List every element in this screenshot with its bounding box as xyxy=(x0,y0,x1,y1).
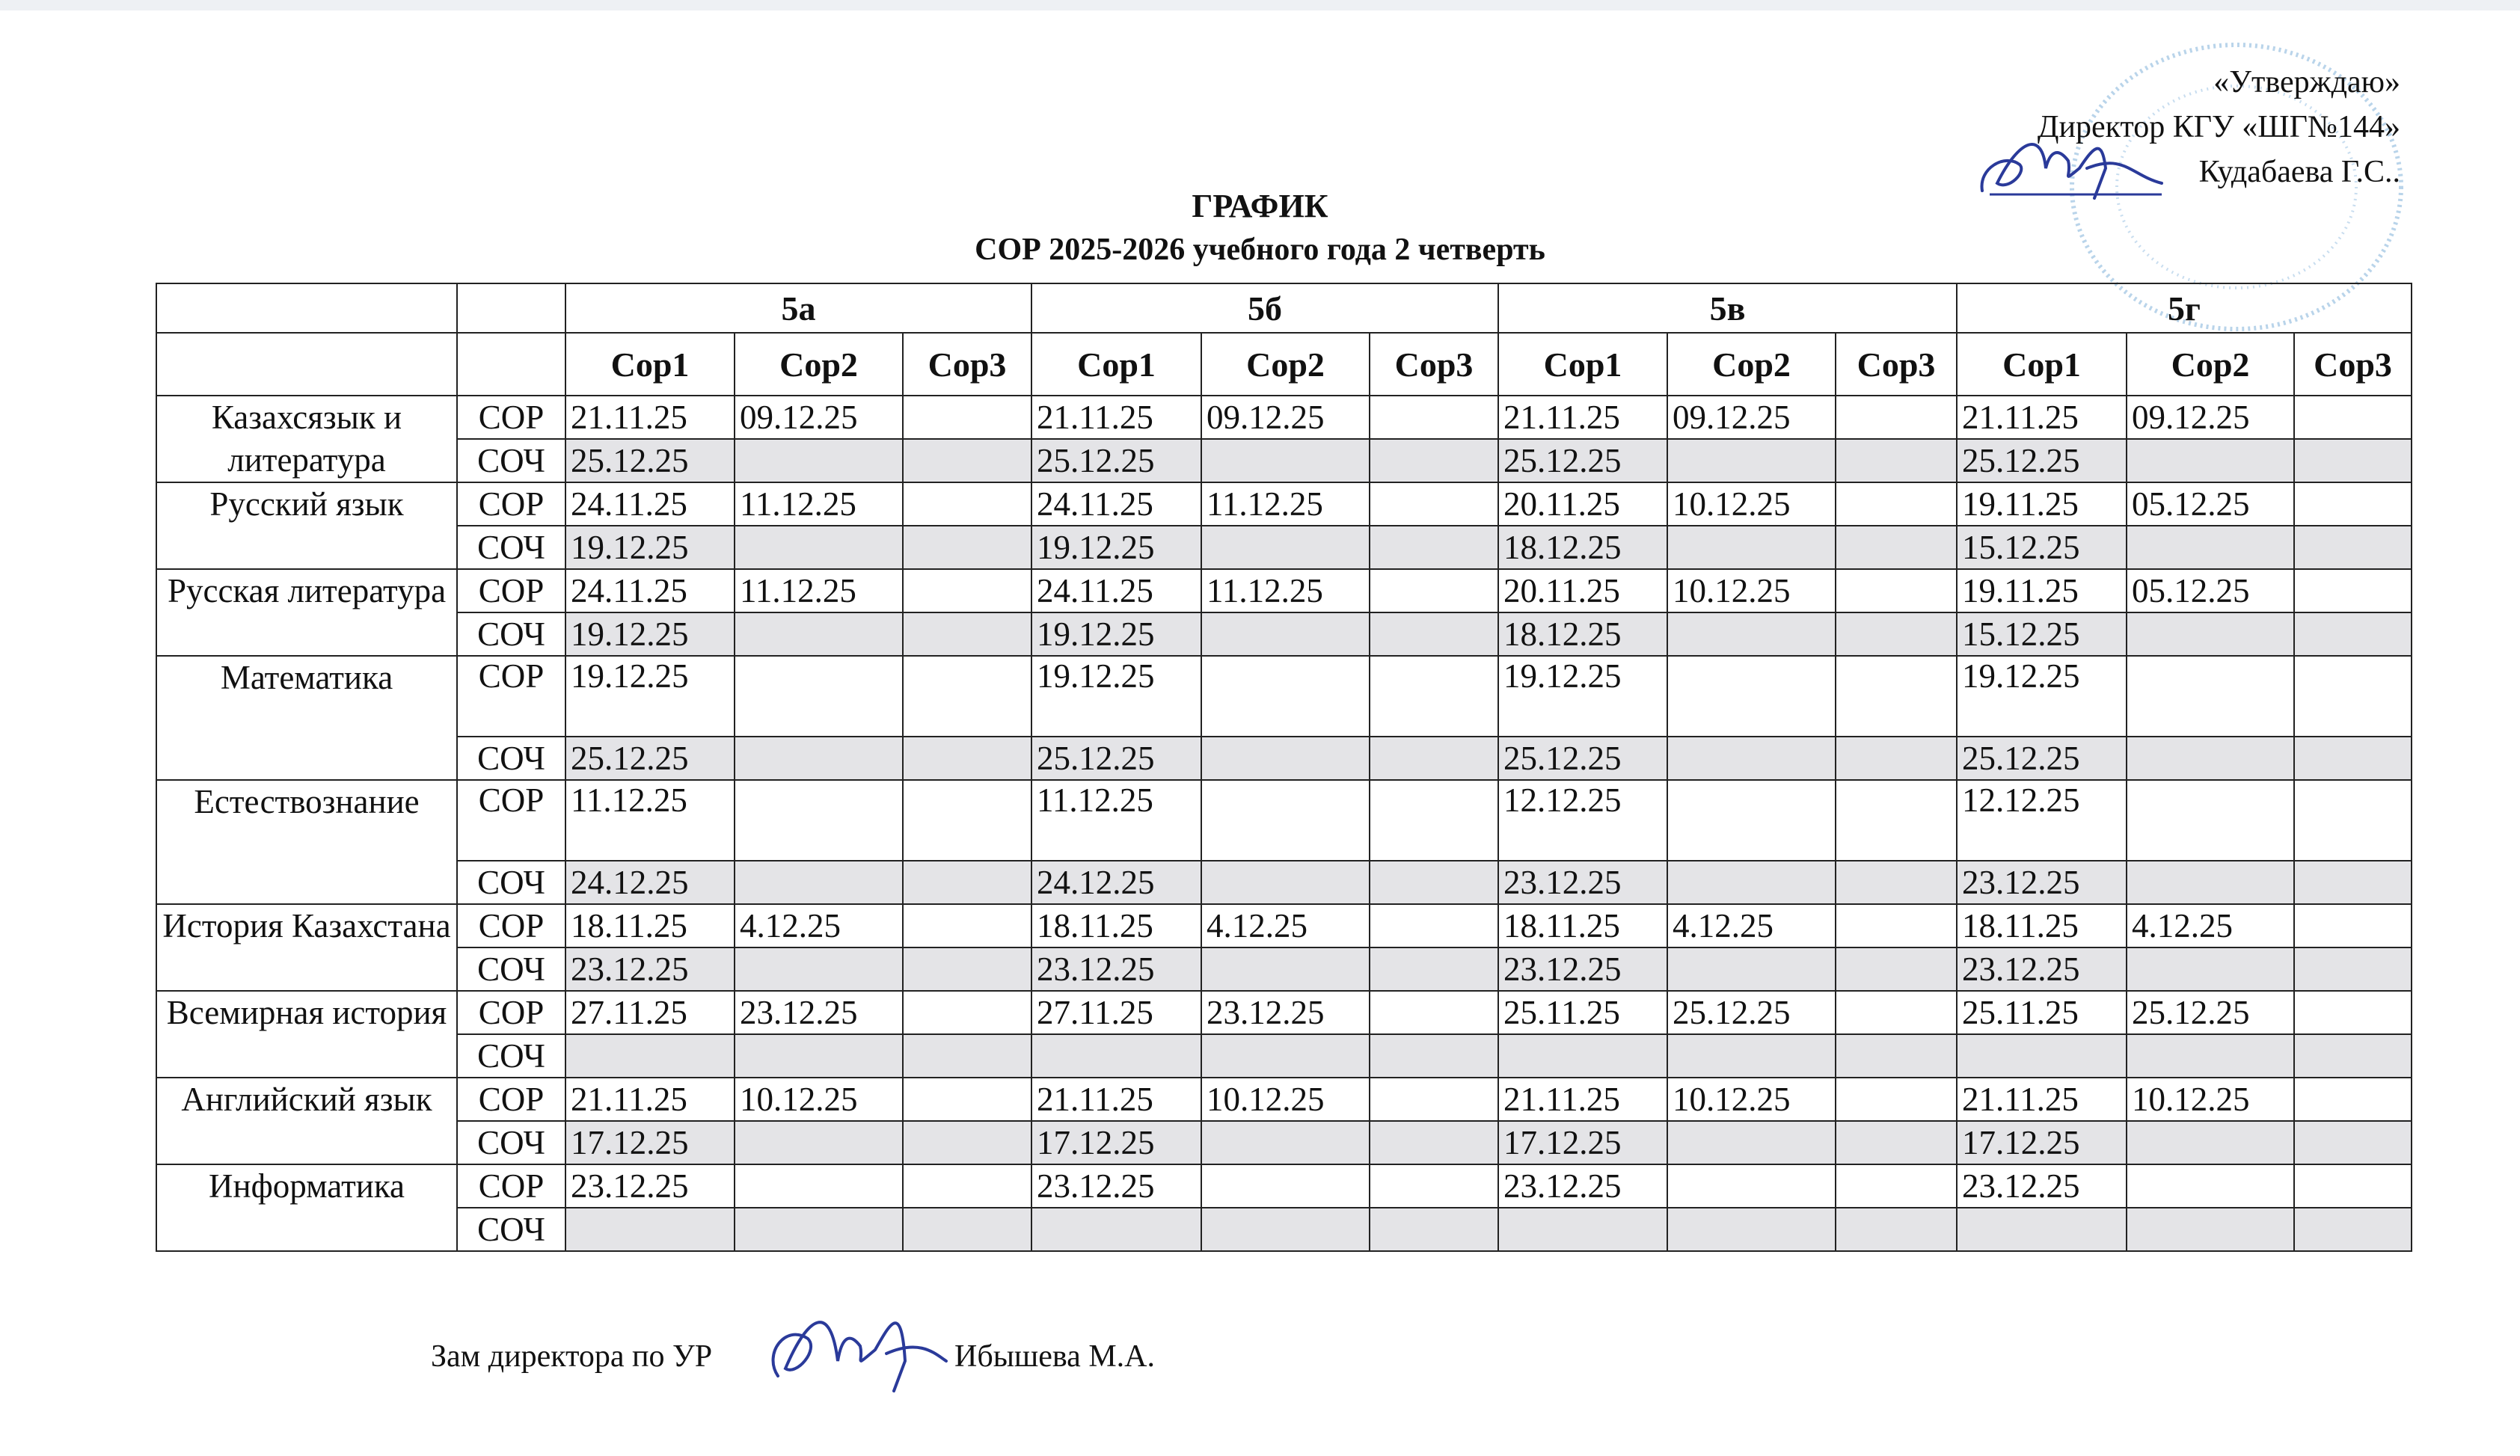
approval-director-name: Кудабаева Г.С.. xyxy=(2198,155,2400,189)
date-cell: 11.12.25 xyxy=(1031,780,1201,861)
date-cell xyxy=(903,904,1031,947)
column-header: Сор1 xyxy=(1957,333,2127,396)
date-cell xyxy=(1370,656,1498,737)
date-cell xyxy=(1370,526,1498,569)
header-row-classes xyxy=(156,283,2412,333)
date-cell: 19.11.25 xyxy=(1957,482,2127,526)
date-cell xyxy=(1836,780,1957,861)
date-cell: 19.11.25 xyxy=(1957,569,2127,612)
date-cell: 4.12.25 xyxy=(1201,904,1370,947)
date-cell: 10.12.25 xyxy=(1201,1078,1370,1121)
date-cell xyxy=(1370,991,1498,1034)
date-cell: 24.11.25 xyxy=(565,569,735,612)
date-cell: 25.12.25 xyxy=(1498,439,1667,482)
date-cell: 15.12.25 xyxy=(1957,612,2127,656)
date-cell xyxy=(2127,861,2294,904)
date-cell xyxy=(565,1034,735,1078)
date-cell xyxy=(2127,439,2294,482)
date-cell: 23.12.25 xyxy=(1031,947,1201,991)
date-cell xyxy=(903,1034,1031,1078)
date-cell xyxy=(1836,1121,1957,1164)
date-cell xyxy=(2127,1034,2294,1078)
date-cell xyxy=(2127,656,2294,737)
date-cell: 25.12.25 xyxy=(1498,737,1667,780)
date-cell xyxy=(1667,1121,1836,1164)
assessment-type-soch: СОЧ xyxy=(457,439,565,482)
date-cell xyxy=(1201,1121,1370,1164)
date-cell xyxy=(2127,737,2294,780)
date-cell: 4.12.25 xyxy=(2127,904,2294,947)
date-cell: 23.12.25 xyxy=(565,947,735,991)
date-cell: 21.11.25 xyxy=(1957,396,2127,439)
column-header: Сор1 xyxy=(565,333,735,396)
date-cell: 12.12.25 xyxy=(1957,780,2127,861)
date-cell xyxy=(1667,612,1836,656)
date-cell: 17.12.25 xyxy=(1957,1121,2127,1164)
date-cell xyxy=(2127,526,2294,569)
date-cell: 25.11.25 xyxy=(1957,991,2127,1034)
date-cell xyxy=(735,1208,903,1251)
date-cell: 27.11.25 xyxy=(1031,991,1201,1034)
footer-role: Зам директора по УР xyxy=(431,1339,713,1374)
date-cell xyxy=(735,439,903,482)
table-row-sor xyxy=(156,482,2412,526)
date-cell: 18.11.25 xyxy=(565,904,735,947)
date-cell: 21.11.25 xyxy=(1031,396,1201,439)
subject-name: Естествознание xyxy=(156,780,457,904)
date-cell: 25.12.25 xyxy=(1667,991,1836,1034)
date-cell: 23.12.25 xyxy=(1498,1164,1667,1208)
date-cell: 4.12.25 xyxy=(1667,904,1836,947)
date-cell xyxy=(1957,1208,2127,1251)
date-cell xyxy=(1370,1034,1498,1078)
date-cell xyxy=(903,1078,1031,1121)
date-cell: 23.12.25 xyxy=(1957,1164,2127,1208)
date-cell xyxy=(1201,737,1370,780)
date-cell: 21.11.25 xyxy=(1957,1078,2127,1121)
date-cell: 18.12.25 xyxy=(1498,526,1667,569)
date-cell: 25.12.25 xyxy=(1957,439,2127,482)
date-cell xyxy=(1836,439,1957,482)
table-row-soch xyxy=(156,1034,2412,1078)
date-cell: 23.12.25 xyxy=(1498,947,1667,991)
date-cell xyxy=(903,396,1031,439)
table-row-soch xyxy=(156,737,2412,780)
date-cell: 21.11.25 xyxy=(1031,1078,1201,1121)
date-cell: 25.12.25 xyxy=(1031,439,1201,482)
date-cell: 11.12.25 xyxy=(735,569,903,612)
assessment-type-sor: СОР xyxy=(457,780,565,861)
header-blank-type xyxy=(457,283,565,333)
date-cell xyxy=(1201,439,1370,482)
date-cell xyxy=(1370,396,1498,439)
date-cell: 10.12.25 xyxy=(1667,482,1836,526)
date-cell xyxy=(2127,1164,2294,1208)
date-cell xyxy=(1836,1034,1957,1078)
date-cell xyxy=(1667,737,1836,780)
date-cell xyxy=(1370,904,1498,947)
date-cell xyxy=(903,947,1031,991)
footer-name: Ибышева М.А. xyxy=(954,1339,1155,1374)
table-row-sor xyxy=(156,991,2412,1034)
table-row-sor xyxy=(156,780,2412,861)
date-cell: 24.11.25 xyxy=(565,482,735,526)
schedule-table xyxy=(156,283,2412,1252)
table-row-soch xyxy=(156,526,2412,569)
date-cell xyxy=(735,737,903,780)
date-cell: 18.12.25 xyxy=(1498,612,1667,656)
date-cell xyxy=(2294,1121,2412,1164)
date-cell: 11.12.25 xyxy=(565,780,735,861)
date-cell: 23.12.25 xyxy=(735,991,903,1034)
date-cell xyxy=(1836,947,1957,991)
schedule-table-wrapper xyxy=(156,283,2412,1252)
date-cell xyxy=(2294,482,2412,526)
date-cell xyxy=(2294,612,2412,656)
date-cell xyxy=(2294,1034,2412,1078)
date-cell xyxy=(1370,1078,1498,1121)
date-cell: 18.11.25 xyxy=(1957,904,2127,947)
table-row-sor xyxy=(156,569,2412,612)
date-cell xyxy=(1201,1034,1370,1078)
date-cell xyxy=(1370,780,1498,861)
class-header: 5а xyxy=(565,283,1031,333)
date-cell xyxy=(1667,1034,1836,1078)
assessment-type-sor: СОР xyxy=(457,482,565,526)
date-cell xyxy=(1667,780,1836,861)
date-cell xyxy=(903,482,1031,526)
date-cell xyxy=(1201,1208,1370,1251)
date-cell: 25.12.25 xyxy=(565,439,735,482)
assessment-type-soch: СОЧ xyxy=(457,737,565,780)
date-cell: 23.12.25 xyxy=(1031,1164,1201,1208)
date-cell: 24.11.25 xyxy=(1031,482,1201,526)
header-blank-type xyxy=(457,333,565,396)
table-row-soch xyxy=(156,1121,2412,1164)
document-subtitle: СОР 2025-2026 учебного года 2 четверть xyxy=(975,233,1545,267)
date-cell xyxy=(903,1164,1031,1208)
table-row-sor xyxy=(156,1164,2412,1208)
subject-name: Казахсязык и литература xyxy=(156,396,457,482)
date-cell xyxy=(1667,439,1836,482)
date-cell: 19.12.25 xyxy=(565,656,735,737)
deputy-signature xyxy=(755,1286,950,1398)
subject-name: Русский язык xyxy=(156,482,457,569)
column-header: Сор3 xyxy=(1370,333,1498,396)
date-cell xyxy=(1667,861,1836,904)
date-cell: 20.11.25 xyxy=(1498,569,1667,612)
date-cell xyxy=(903,780,1031,861)
date-cell xyxy=(565,1208,735,1251)
assessment-type-sor: СОР xyxy=(457,1078,565,1121)
date-cell xyxy=(903,526,1031,569)
date-cell xyxy=(1498,1208,1667,1251)
table-row-soch xyxy=(156,439,2412,482)
date-cell: 25.11.25 xyxy=(1498,991,1667,1034)
date-cell: 23.12.25 xyxy=(1201,991,1370,1034)
document-title: ГРАФИК xyxy=(1192,188,1328,224)
date-cell: 19.12.25 xyxy=(1957,656,2127,737)
assessment-type-soch: СОЧ xyxy=(457,947,565,991)
date-cell xyxy=(1201,612,1370,656)
header-blank-subject xyxy=(156,283,457,333)
date-cell xyxy=(903,861,1031,904)
column-header: Сор3 xyxy=(1836,333,1957,396)
date-cell: 24.11.25 xyxy=(1031,569,1201,612)
table-row-soch xyxy=(156,947,2412,991)
date-cell: 09.12.25 xyxy=(2127,396,2294,439)
date-cell: 25.12.25 xyxy=(2127,991,2294,1034)
date-cell: 25.12.25 xyxy=(1957,737,2127,780)
date-cell xyxy=(2294,904,2412,947)
date-cell xyxy=(903,439,1031,482)
date-cell xyxy=(1667,526,1836,569)
date-cell xyxy=(735,780,903,861)
date-cell xyxy=(1370,569,1498,612)
date-cell: 27.11.25 xyxy=(565,991,735,1034)
assessment-type-sor: СОР xyxy=(457,1164,565,1208)
column-header: Сор1 xyxy=(1031,333,1201,396)
date-cell xyxy=(2294,439,2412,482)
date-cell xyxy=(2127,1208,2294,1251)
date-cell xyxy=(1370,861,1498,904)
date-cell xyxy=(1201,656,1370,737)
date-cell: 19.12.25 xyxy=(565,526,735,569)
class-header: 5в xyxy=(1498,283,1957,333)
date-cell xyxy=(735,612,903,656)
date-cell xyxy=(903,1121,1031,1164)
date-cell xyxy=(2294,780,2412,861)
date-cell xyxy=(1370,947,1498,991)
date-cell: 10.12.25 xyxy=(1667,569,1836,612)
date-cell xyxy=(1836,861,1957,904)
column-header: Сор2 xyxy=(1201,333,1370,396)
assessment-type-soch: СОЧ xyxy=(457,526,565,569)
date-cell: 09.12.25 xyxy=(1667,396,1836,439)
date-cell: 05.12.25 xyxy=(2127,482,2294,526)
subject-name: Информатика xyxy=(156,1164,457,1251)
date-cell xyxy=(2294,656,2412,737)
date-cell: 18.11.25 xyxy=(1498,904,1667,947)
date-cell xyxy=(1031,1208,1201,1251)
assessment-type-soch: СОЧ xyxy=(457,861,565,904)
column-header: Сор3 xyxy=(2294,333,2412,396)
date-cell xyxy=(903,656,1031,737)
date-cell xyxy=(735,656,903,737)
date-cell xyxy=(1370,1208,1498,1251)
approval-heading: «Утверждаю» xyxy=(2213,65,2400,99)
date-cell xyxy=(735,526,903,569)
date-cell xyxy=(735,947,903,991)
date-cell xyxy=(1836,396,1957,439)
date-cell xyxy=(1836,526,1957,569)
date-cell: 21.11.25 xyxy=(565,396,735,439)
date-cell: 21.11.25 xyxy=(1498,1078,1667,1121)
date-cell xyxy=(903,612,1031,656)
date-cell xyxy=(1957,1034,2127,1078)
date-cell xyxy=(1370,482,1498,526)
date-cell xyxy=(2294,396,2412,439)
date-cell xyxy=(1836,1078,1957,1121)
date-cell xyxy=(1370,439,1498,482)
date-cell xyxy=(735,1164,903,1208)
table-row-sor xyxy=(156,396,2412,439)
date-cell xyxy=(903,569,1031,612)
date-cell xyxy=(1836,904,1957,947)
assessment-type-sor: СОР xyxy=(457,569,565,612)
date-cell xyxy=(2294,526,2412,569)
date-cell xyxy=(2294,991,2412,1034)
date-cell xyxy=(903,991,1031,1034)
date-cell: 15.12.25 xyxy=(1957,526,2127,569)
date-cell xyxy=(1836,569,1957,612)
date-cell xyxy=(2127,947,2294,991)
date-cell: 10.12.25 xyxy=(1667,1078,1836,1121)
date-cell xyxy=(1201,780,1370,861)
date-cell xyxy=(1201,526,1370,569)
date-cell xyxy=(2294,737,2412,780)
assessment-type-sor: СОР xyxy=(457,904,565,947)
header-blank-subject xyxy=(156,333,457,396)
date-cell: 11.12.25 xyxy=(1201,569,1370,612)
header-row-columns xyxy=(156,333,2412,396)
date-cell: 24.12.25 xyxy=(1031,861,1201,904)
subject-name: Математика xyxy=(156,656,457,780)
class-header: 5г xyxy=(1957,283,2412,333)
date-cell xyxy=(2127,780,2294,861)
column-header: Сор2 xyxy=(1667,333,1836,396)
date-cell xyxy=(2294,1078,2412,1121)
date-cell xyxy=(1836,737,1957,780)
date-cell: 23.12.25 xyxy=(1498,861,1667,904)
assessment-type-soch: СОЧ xyxy=(457,1034,565,1078)
date-cell: 19.12.25 xyxy=(1031,526,1201,569)
date-cell: 17.12.25 xyxy=(1498,1121,1667,1164)
date-cell xyxy=(1370,612,1498,656)
date-cell xyxy=(1370,737,1498,780)
date-cell: 21.11.25 xyxy=(1498,396,1667,439)
subject-name: Русская литература xyxy=(156,569,457,656)
date-cell xyxy=(1498,1034,1667,1078)
date-cell xyxy=(1667,1164,1836,1208)
table-row-soch xyxy=(156,861,2412,904)
date-cell xyxy=(1031,1034,1201,1078)
date-cell xyxy=(2127,1121,2294,1164)
date-cell xyxy=(1201,1164,1370,1208)
table-row-soch xyxy=(156,1208,2412,1251)
date-cell xyxy=(903,737,1031,780)
date-cell xyxy=(2294,1164,2412,1208)
date-cell: 17.12.25 xyxy=(565,1121,735,1164)
column-header: Сор3 xyxy=(903,333,1031,396)
date-cell: 19.12.25 xyxy=(1031,612,1201,656)
date-cell xyxy=(735,861,903,904)
date-cell xyxy=(1201,947,1370,991)
approval-position: Директор КГУ «ШГ№144» xyxy=(2037,110,2400,144)
date-cell: 18.11.25 xyxy=(1031,904,1201,947)
assessment-type-soch: СОЧ xyxy=(457,612,565,656)
date-cell xyxy=(1667,947,1836,991)
date-cell xyxy=(1370,1164,1498,1208)
subject-name: Английский язык xyxy=(156,1078,457,1164)
date-cell: 05.12.25 xyxy=(2127,569,2294,612)
assessment-type-sor: СОР xyxy=(457,991,565,1034)
table-row-sor xyxy=(156,1078,2412,1121)
date-cell xyxy=(903,1208,1031,1251)
date-cell xyxy=(2294,947,2412,991)
date-cell: 25.12.25 xyxy=(565,737,735,780)
date-cell: 19.12.25 xyxy=(1498,656,1667,737)
date-cell: 23.12.25 xyxy=(1957,861,2127,904)
subject-name: История Казахстана xyxy=(156,904,457,991)
date-cell: 09.12.25 xyxy=(1201,396,1370,439)
date-cell xyxy=(2294,569,2412,612)
assessment-type-sor: СОР xyxy=(457,396,565,439)
assessment-type-soch: СОЧ xyxy=(457,1208,565,1251)
date-cell: 11.12.25 xyxy=(735,482,903,526)
date-cell: 12.12.25 xyxy=(1498,780,1667,861)
date-cell: 19.12.25 xyxy=(565,612,735,656)
assessment-type-sor: СОР xyxy=(457,656,565,737)
date-cell xyxy=(1836,991,1957,1034)
table-row-sor xyxy=(156,656,2412,737)
date-cell: 17.12.25 xyxy=(1031,1121,1201,1164)
date-cell xyxy=(1667,656,1836,737)
date-cell: 4.12.25 xyxy=(735,904,903,947)
date-cell xyxy=(1201,861,1370,904)
date-cell xyxy=(1836,1208,1957,1251)
column-header: Сор2 xyxy=(2127,333,2294,396)
date-cell: 11.12.25 xyxy=(1201,482,1370,526)
assessment-type-soch: СОЧ xyxy=(457,1121,565,1164)
date-cell xyxy=(2294,861,2412,904)
date-cell xyxy=(1836,482,1957,526)
date-cell xyxy=(2294,1208,2412,1251)
class-header: 5б xyxy=(1031,283,1498,333)
date-cell: 23.12.25 xyxy=(1957,947,2127,991)
footer-signature-line xyxy=(431,1339,1155,1374)
date-cell: 10.12.25 xyxy=(2127,1078,2294,1121)
date-cell: 09.12.25 xyxy=(735,396,903,439)
date-cell: 21.11.25 xyxy=(565,1078,735,1121)
table-row-sor xyxy=(156,904,2412,947)
subject-name: Всемирная история xyxy=(156,991,457,1078)
date-cell: 24.12.25 xyxy=(565,861,735,904)
date-cell: 20.11.25 xyxy=(1498,482,1667,526)
date-cell xyxy=(1836,1164,1957,1208)
date-cell xyxy=(735,1121,903,1164)
date-cell xyxy=(1370,1121,1498,1164)
scan-top-edge xyxy=(0,0,2520,10)
column-header: Сор2 xyxy=(735,333,903,396)
date-cell xyxy=(735,1034,903,1078)
date-cell xyxy=(1836,612,1957,656)
date-cell xyxy=(2127,612,2294,656)
date-cell: 10.12.25 xyxy=(735,1078,903,1121)
date-cell xyxy=(1667,1208,1836,1251)
date-cell xyxy=(1836,656,1957,737)
column-header: Сор1 xyxy=(1498,333,1667,396)
date-cell: 19.12.25 xyxy=(1031,656,1201,737)
date-cell: 23.12.25 xyxy=(565,1164,735,1208)
date-cell: 25.12.25 xyxy=(1031,737,1201,780)
table-row-soch xyxy=(156,612,2412,656)
